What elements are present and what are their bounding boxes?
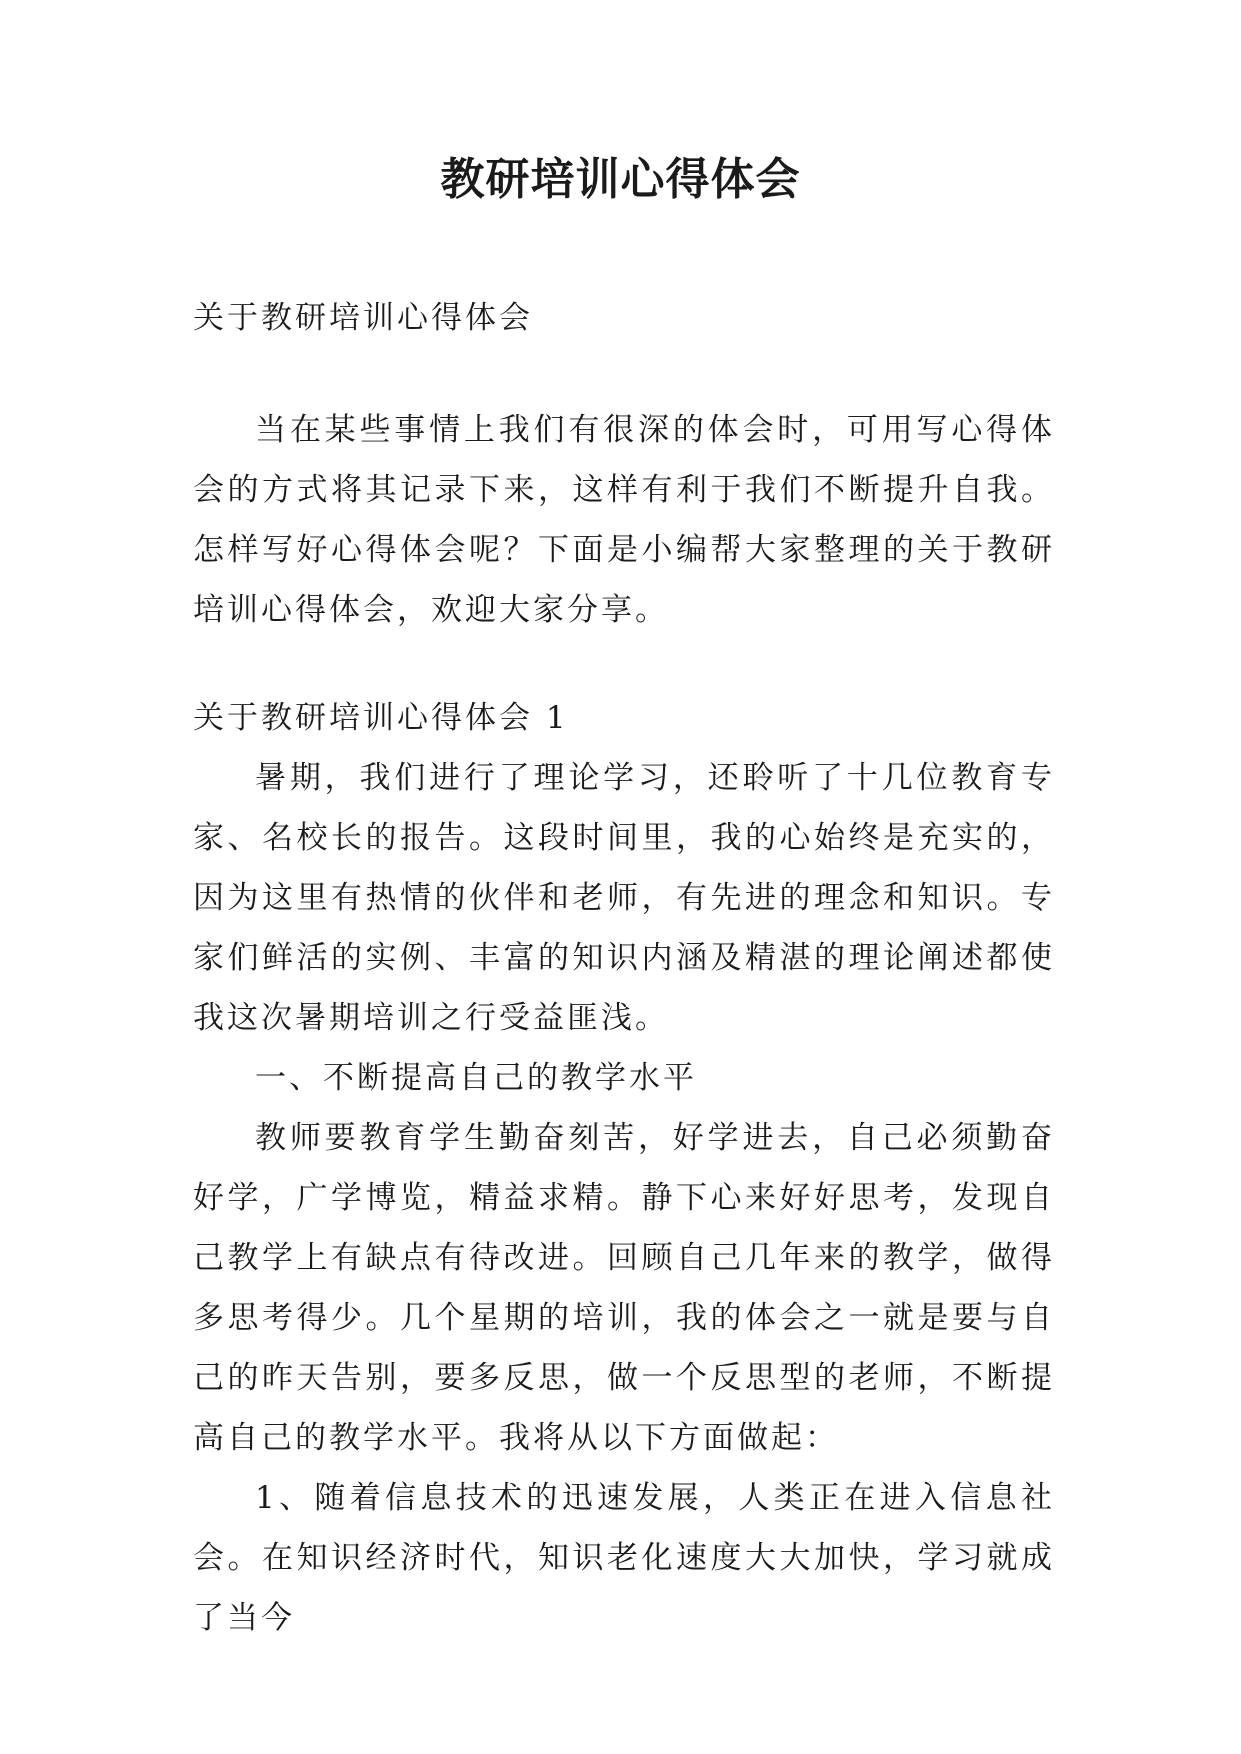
intro-section [193,400,1055,640]
section-1 [193,688,1055,1648]
document-subtitle: 关于教研培训心得体会 [193,300,533,336]
paragraph-heading: 一、不断提高自己的教学水平 [255,1060,697,1096]
section-heading: 关于教研培训心得体会 1 [193,700,569,736]
paragraph: 教师要教育学生勤奋刻苦，好学进去，自己必须勤奋好学，广学博览，精益求精。静下心来好好思考，发现自己教学上有缺点有待改进。回顾自己几年来的教学，做得多思考得少。几个星期的培训，我的体会之一就是要与自己的昨天告别，要多反思，做一个反思型的老师，不断提高自己的教学水平。我将从以下方面做起： [193,1120,1055,1456]
intro-paragraph: 当在某些事情上我们有很深的体会时，可用写心得体会的方式将其记录下来，这样有利于我们不断提升自我。怎样写好心得体会呢？下面是小编帮大家整理的关于教研培训心得体会，欢迎大家分享。 [193,412,1055,628]
document-title: 教研培训心得体会 [440,154,801,205]
paragraph: 暑期，我们进行了理论学习，还聆听了十几位教育专家、名校长的报告。这段时间里，我的心始终是充实的，因为这里有热情的伙伴和老师，有先进的理念和知识。专家们鲜活的实例、丰富的知识内涵及精湛的理论阐述都使我这次暑期培训之行受益匪浅。 [193,760,1055,1036]
paragraph: 1、随着信息技术的迅速发展，人类正在进入信息社会。在知识经济时代，知识老化速度大大加快，学习就成了当今 [193,1480,1055,1636]
